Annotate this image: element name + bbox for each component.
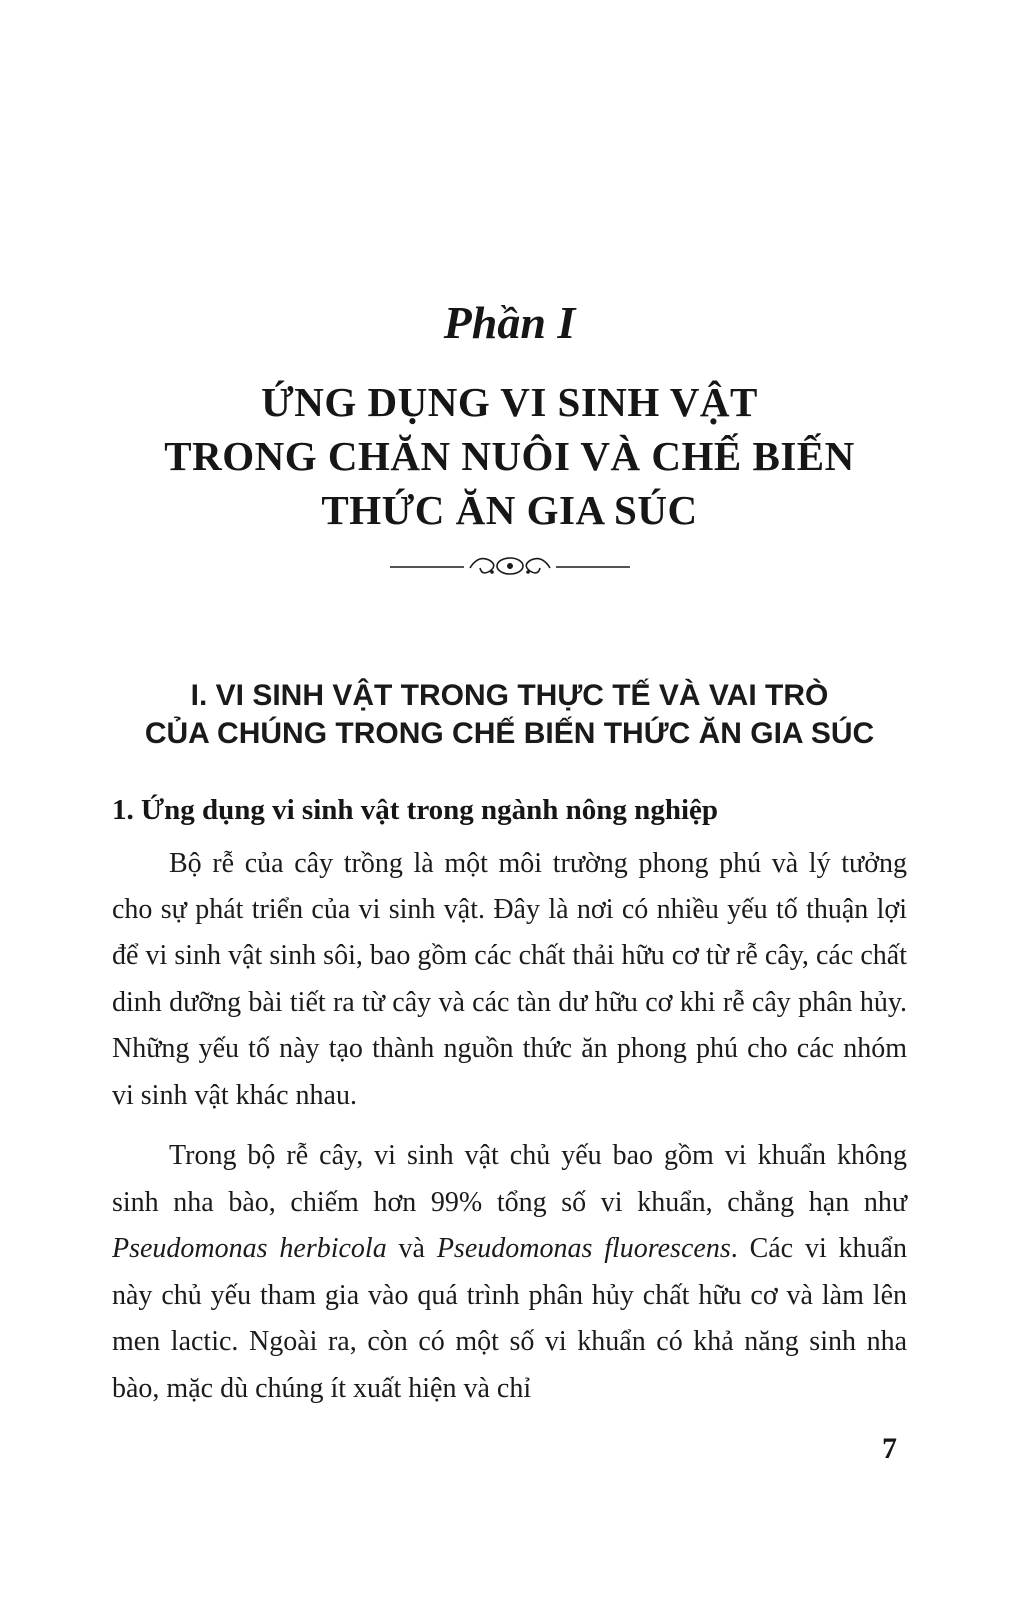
ornament-divider xyxy=(112,553,907,581)
part-label: Phần I xyxy=(443,297,576,348)
species-name: Pseudomonas fluorescens xyxy=(436,1233,731,1265)
paragraph-text: . Các vi khuẩn này chủ yếu tham gia vào quá trình phân hủy chất hữu cơ và làm lên men lactic. Ngoài ra, còn có một số vi khuẩn có khả năng sinh nha bào, mặc dù chúng ít xuất hiện và chỉ xyxy=(112,1233,907,1404)
title-line: ỨNG DỤNG VI SINH VẬT xyxy=(261,379,758,425)
section-heading-line: CỦA CHÚNG TRONG CHẾ BIẾN THỨC ĂN GIA SÚC xyxy=(144,717,875,751)
paragraph xyxy=(112,1133,907,1412)
page-number: 7 xyxy=(882,1432,897,1465)
paragraph: Bộ rễ của cây trồng là một môi trường phong phú và lý tưởng cho sự phát triển của vi sinh vật. Đây là nơi có nhiều yếu tố thuận lợi để vi sinh vật sinh sôi, bao gồm các chất thải hữu cơ từ rễ cây, các chất dinh dưỡng bài tiết ra từ cây và các tàn dư hữu cơ khi rễ cây phân hủy. Những yếu tố này tạo thành nguồn thức ăn phong phú cho các nhóm vi sinh vật khác nhau. xyxy=(112,847,907,1111)
subsection-heading: 1. Ứng dụng vi sinh vật trong ngành nông nghiệp xyxy=(112,793,718,826)
species-name: Pseudomonas herbicola xyxy=(112,1233,387,1265)
page-title xyxy=(112,375,907,537)
paragraph-text: Trong bộ rễ cây, vi sinh vật chủ yếu bao gồm vi khuẩn không sinh nha bào, chiếm hơn 99% tổng số vi khuẩn, chẳng hạn như xyxy=(112,1140,907,1218)
section-heading xyxy=(112,677,907,753)
section-heading-line: I. VI SINH VẬT TRONG THỰC TẾ VÀ VAI TRÒ xyxy=(190,679,829,713)
title-line: THỨC ĂN GIA SÚC xyxy=(321,487,698,534)
title-line: TRONG CHĂN NUÔI VÀ CHẾ BIẾN xyxy=(164,433,855,480)
flourish-icon xyxy=(390,553,630,581)
paragraph-text: và xyxy=(386,1233,437,1265)
